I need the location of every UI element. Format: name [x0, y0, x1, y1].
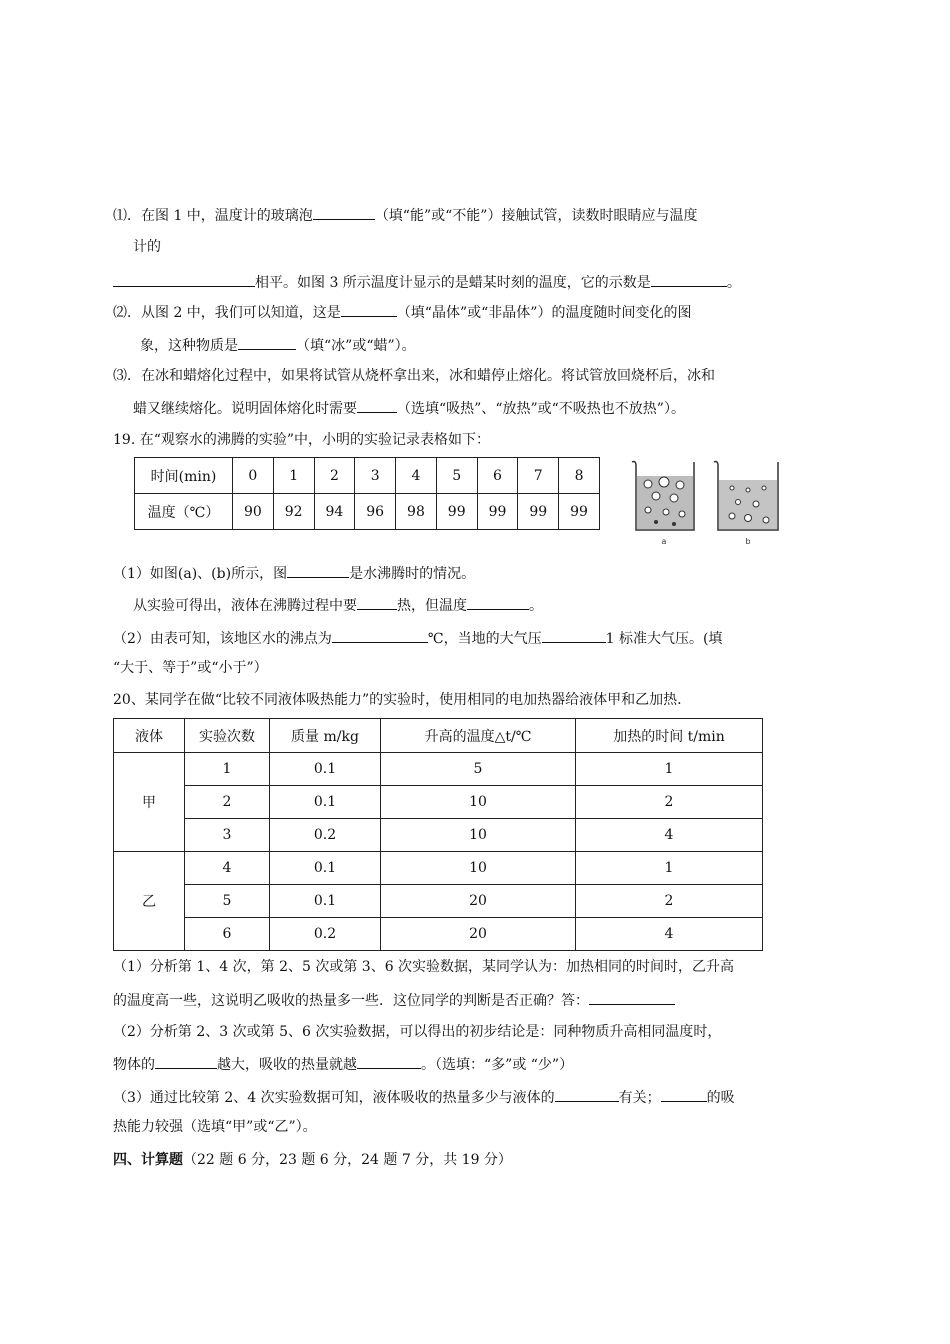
time-cell: 4 [576, 819, 763, 852]
trial-cell: 2 [185, 786, 270, 819]
time-cell: 2 [314, 458, 355, 494]
answer-blank[interactable] [651, 272, 727, 287]
table-row [114, 819, 763, 852]
header-liquid: 液体 [114, 719, 185, 753]
time-label: 时间(min) [135, 458, 233, 494]
table-row [114, 753, 763, 786]
temp-cell: 92 [273, 494, 314, 530]
temp-cell: 99 [436, 494, 477, 530]
table-row [114, 852, 763, 885]
q18-part3-line1: ⑶．在冰和蜡熔化过程中，如果将试管从烧杯拿出来，冰和蜡停止熔化。将试管放回烧杯后，冰和 [113, 368, 715, 384]
q19-sub1-line1: （1）如图(a)、(b)所示，图 是水沸腾时的情况。 [113, 563, 475, 583]
temp-cell: 99 [559, 494, 600, 530]
time-cell: 8 [559, 458, 600, 494]
time-cell: 5 [436, 458, 477, 494]
table-row [114, 885, 763, 918]
temp-label: 温度（℃） [135, 494, 233, 530]
q19-sub1-line2: 从实验可得出，液体在沸腾过程中要 热，但温度 。 [133, 595, 543, 615]
trial-cell: 4 [185, 852, 270, 885]
answer-blank[interactable] [542, 628, 606, 643]
mass-cell: 0.1 [270, 753, 381, 786]
q20-sub2-line2: 物体的 越大，吸收的热量就越 。（选填：“多”或 “少”） [113, 1054, 573, 1074]
temp-cell: 90 [233, 494, 274, 530]
header-heating-time: 加热的时间 t/min [576, 719, 763, 753]
section4-heading [113, 1151, 512, 1169]
liquid-b-cell: 乙 [114, 852, 185, 951]
time-cell: 1 [576, 852, 763, 885]
temp-cell: 99 [477, 494, 518, 530]
header-trial: 实验次数 [185, 719, 270, 753]
q18-part1-line3: 相平。如图 3 所示温度计显示的是蜡某时刻的温度，它的示数是 。 [113, 272, 741, 292]
mass-cell: 0.2 [270, 918, 381, 951]
trial-cell: 1 [185, 753, 270, 786]
trial-cell: 5 [185, 885, 270, 918]
answer-blank[interactable] [287, 563, 349, 578]
q18-part3-line2: 蜡又继续熔化。说明固体熔化时需要 （选填“吸热”、“放热”或“不吸热也不放热”）。 [133, 398, 685, 418]
q20-sub3-line2: 热能力较强（选填“甲”或“乙”）。 [113, 1119, 317, 1135]
time-cell: 1 [576, 753, 763, 786]
q18-part2-line1: ⑵．从图 2 中，我们可以知道，这是 （填“晶体”或“非晶体”）的温度随时间变化的图 [113, 302, 691, 322]
q19-sub2-line2: “大于、等于”或“小于”） [113, 660, 268, 676]
q20-sub3-line1: （3）通过比较第 2、4 次实验数据可知，液体吸收的热量多少与液体的 有关； 的吸 [113, 1087, 735, 1107]
answer-blank[interactable] [313, 205, 375, 220]
mass-cell: 0.2 [270, 819, 381, 852]
mass-cell: 0.1 [270, 885, 381, 918]
header-row [114, 719, 763, 753]
time-cell: 2 [576, 885, 763, 918]
answer-blank[interactable] [238, 335, 296, 350]
answer-blank[interactable] [357, 398, 397, 413]
time-row [135, 458, 600, 494]
time-cell: 7 [518, 458, 559, 494]
answer-blank[interactable] [357, 1054, 421, 1069]
q20-sub1-line2: 的温度高一些，这说明乙吸收的热量多一些．这位同学的判断是否正确？答： [113, 990, 675, 1010]
q19-sub2-line1: （2）由表可知，该地区水的沸点为 ℃，当地的大气压 1 标准大气压。(填 [113, 628, 722, 648]
temp-rise-cell: 10 [381, 819, 576, 852]
boiling-data-table [134, 457, 600, 530]
q20-sub2-line1: （2）分析第 2、3 次或第 5、6 次实验数据，可以得出的初步结论是：同种物质升高相同温度时， [113, 1024, 722, 1040]
answer-blank[interactable] [155, 1054, 217, 1069]
time-cell: 1 [273, 458, 314, 494]
time-cell: 0 [233, 458, 274, 494]
q18-part1-line2: 计的 [133, 239, 161, 255]
section4-note: （22 题 6 分，23 题 6 分，24 题 7 分，共 19 分） [183, 1152, 512, 1168]
answer-blank[interactable] [589, 990, 675, 1005]
q19-intro: 19. 在“观察水的沸腾的实验”中，小明的实验记录表格如下： [113, 432, 491, 448]
temp-cell: 94 [314, 494, 355, 530]
temp-rise-cell: 20 [381, 885, 576, 918]
answer-blank[interactable] [341, 302, 397, 317]
time-cell: 2 [576, 786, 763, 819]
table-row [114, 786, 763, 819]
fig-a-label: a [661, 537, 667, 546]
q20-sub1-line1: （1）分析第 1、4 次，第 2、5 次或第 3、6 次实验数据，某同学认为：加热相同的时间时，乙升高 [113, 959, 735, 975]
temp-cell: 96 [355, 494, 396, 530]
answer-blank[interactable] [555, 1087, 619, 1102]
answer-blank[interactable] [113, 272, 255, 287]
trial-cell: 6 [185, 918, 270, 951]
table-row [114, 918, 763, 951]
answer-blank[interactable] [661, 1087, 707, 1102]
temp-rise-cell: 10 [381, 786, 576, 819]
q20-intro: 20、某同学在做“比较不同液体吸热能力”的实验时，使用相同的电加热器给液体甲和乙加热. [113, 692, 682, 708]
answer-blank[interactable] [332, 628, 428, 643]
time-cell: 3 [355, 458, 396, 494]
beaker-figures [628, 458, 798, 546]
section4-title: 四、计算题 [113, 1152, 183, 1168]
q18-part2-line2: 象，这种物质是 （填“冰”或“蜡”）。 [140, 335, 416, 355]
answer-blank[interactable] [467, 595, 529, 610]
trial-cell: 3 [185, 819, 270, 852]
temp-rise-cell: 20 [381, 918, 576, 951]
header-temp-rise: 升高的温度△t/℃ [381, 719, 576, 753]
time-cell: 4 [396, 458, 437, 494]
answer-blank[interactable] [357, 595, 397, 610]
fig-b-label: b [745, 537, 751, 546]
time-cell: 4 [576, 918, 763, 951]
temp-cell: 99 [518, 494, 559, 530]
temp-cell: 98 [396, 494, 437, 530]
heat-capacity-table [113, 718, 763, 951]
beaker-b [714, 462, 778, 531]
time-cell: 6 [477, 458, 518, 494]
beaker-a [632, 462, 694, 531]
header-mass: 质量 m/kg [270, 719, 381, 753]
mass-cell: 0.1 [270, 786, 381, 819]
liquid-a-cell: 甲 [114, 753, 185, 852]
mass-cell: 0.1 [270, 852, 381, 885]
temp-rise-cell: 10 [381, 852, 576, 885]
q18-part1-line1: ⑴．在图 1 中，温度计的玻璃泡 （填“能”或“不能”）接触试管，读数时眼睛应与温度 [113, 205, 697, 225]
temp-row [135, 494, 600, 530]
temp-rise-cell: 5 [381, 753, 576, 786]
